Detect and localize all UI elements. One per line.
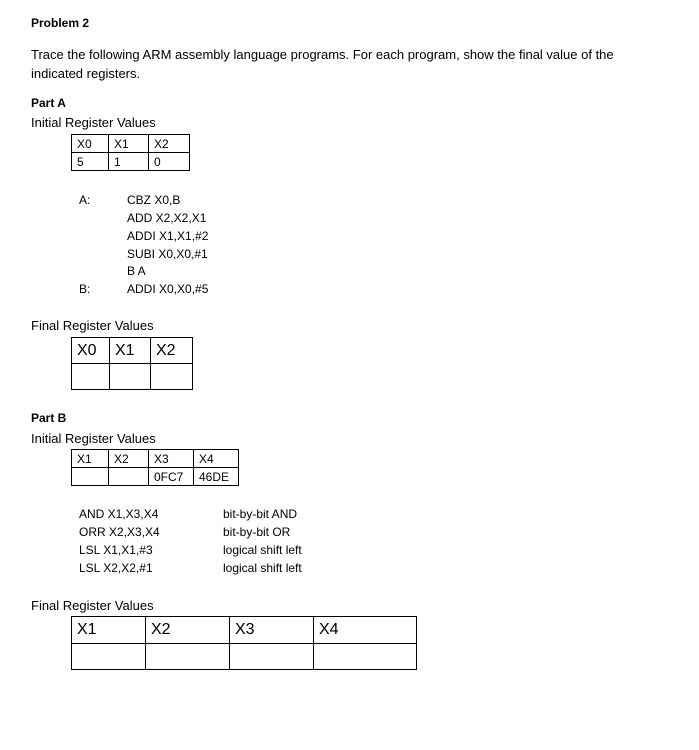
part-b-code-line: LSL X2,X2,#1 (79, 561, 153, 575)
part-b-initial-label: Initial Register Values (31, 431, 156, 446)
part-b-heading: Part B (31, 411, 67, 425)
part-b-comment: bit-by-bit OR (223, 525, 291, 539)
part-b-initial-header-x1: X1 (72, 450, 109, 468)
part-b-code-line: ORR X2,X3,X4 (79, 525, 160, 539)
part-b-final-header-x2: X2 (146, 617, 230, 644)
part-b-initial-value-x1 (72, 468, 109, 486)
part-a-heading: Part A (31, 96, 66, 110)
part-a-final-value-x0 (72, 364, 110, 390)
part-a-final-value-x1 (110, 364, 151, 390)
part-a-initial-header-x2: X2 (149, 135, 190, 153)
part-b-comment: bit-by-bit AND (223, 507, 298, 521)
part-a-final-header-x2: X2 (151, 338, 193, 364)
part-b-initial-header-x3: X3 (149, 450, 194, 468)
part-a-code-line: ADDI X0,X0,#5 (127, 282, 209, 296)
part-a-final-table (71, 337, 193, 390)
part-b-initial-table (71, 449, 239, 486)
part-a-code-line: ADD X2,X2,X1 (127, 211, 207, 225)
part-b-initial-header-x2: X2 (109, 450, 149, 468)
part-b-final-value-x4 (314, 644, 417, 670)
part-a-code-line: CBZ X0,B (127, 193, 181, 207)
part-a-initial-value-x2: 0 (149, 153, 190, 171)
part-b-final-label: Final Register Values (31, 598, 154, 613)
part-b-final-value-x2 (146, 644, 230, 670)
instructions-line-1: Trace the following ARM assembly language programs. For each program, show the final value of the (31, 47, 614, 62)
part-b-initial-value-x2 (109, 468, 149, 486)
part-b-initial-header-x4: X4 (194, 450, 239, 468)
part-a-final-value-x2 (151, 364, 193, 390)
part-a-code-line: B A (127, 264, 146, 278)
part-b-final-value-x3 (230, 644, 314, 670)
part-b-initial-value-x4: 46DE (194, 468, 239, 486)
part-a-final-label: Final Register Values (31, 318, 154, 333)
part-b-initial-value-x3: 0FC7 (149, 468, 194, 486)
part-a-initial-label: Initial Register Values (31, 115, 156, 130)
problem-title: Problem 2 (31, 16, 90, 30)
part-b-final-value-x1 (72, 644, 146, 670)
part-a-initial-value-x1: 1 (109, 153, 149, 171)
part-b-final-table (71, 616, 417, 670)
part-a-initial-header-x1: X1 (109, 135, 149, 153)
part-b-code-line: LSL X1,X1,#3 (79, 543, 153, 557)
part-b-comment: logical shift left (223, 543, 302, 557)
part-b-final-header-x3: X3 (230, 617, 314, 644)
part-a-final-header-x1: X1 (110, 338, 151, 364)
part-b-final-header-x1: X1 (72, 617, 146, 644)
part-a-code-line: ADDI X1,X1,#2 (127, 229, 209, 243)
label-b: B: (79, 282, 91, 296)
part-a-initial-header-x0: X0 (72, 135, 109, 153)
part-a-final-header-x0: X0 (72, 338, 110, 364)
label-a: A: (79, 193, 91, 207)
part-a-initial-value-x0: 5 (72, 153, 109, 171)
part-b-comment: logical shift left (223, 561, 302, 575)
part-b-final-header-x4: X4 (314, 617, 417, 644)
part-a-code-line: SUBI X0,X0,#1 (127, 247, 208, 261)
instructions-line-2: indicated registers. (31, 66, 141, 81)
part-b-code-line: AND X1,X3,X4 (79, 507, 159, 521)
part-a-initial-table (71, 134, 190, 171)
